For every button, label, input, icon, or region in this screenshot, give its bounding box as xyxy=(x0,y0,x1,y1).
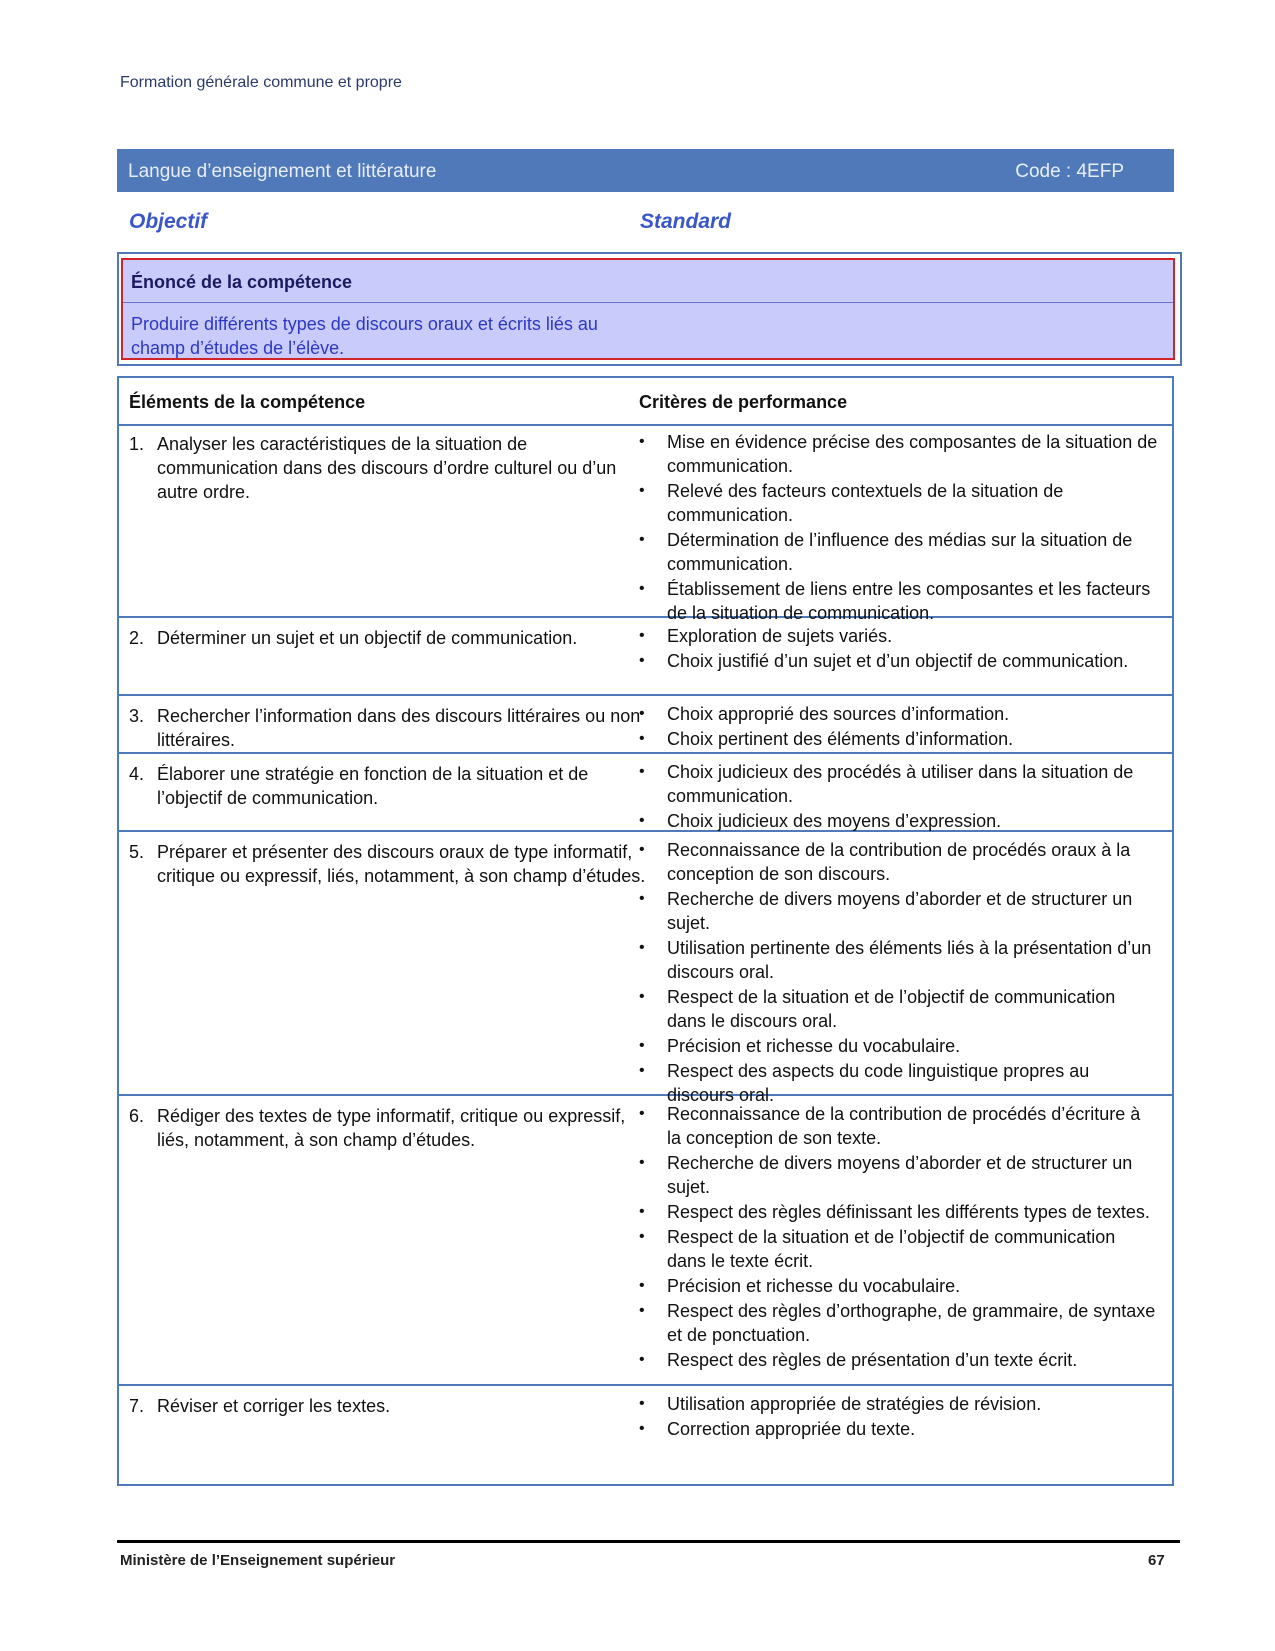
criterion-item: • Choix justifié d’un sujet et d’un objectif de communication. xyxy=(639,649,1159,673)
criterion-item: • Choix judicieux des procédés à utiliser dans la situation de communication. xyxy=(639,760,1159,808)
criterion-item: • Respect des aspects du code linguistique propres au discours oral. xyxy=(639,1059,1159,1107)
criterion-item: • Reconnaissance de la contribution de procédés d’écriture à la conception de son texte. xyxy=(639,1102,1159,1150)
page-number: 67 xyxy=(1148,1552,1165,1569)
competency-element xyxy=(129,1394,647,1418)
criterion-item: • Choix pertinent des éléments d’information. xyxy=(639,727,1159,751)
table-row xyxy=(119,696,1172,754)
element-number: 3. xyxy=(129,706,145,726)
element-text: Rédiger des textes de type informatif, critique ou expressif, liés, notamment, à son champ d’études. xyxy=(157,1106,626,1150)
criterion-item: • Exploration de sujets variés. xyxy=(639,624,1159,648)
table-row xyxy=(119,1096,1172,1386)
element-number: 2. xyxy=(129,628,145,648)
competency-element xyxy=(129,626,647,650)
criteria-list xyxy=(639,624,1159,674)
element-number: 6. xyxy=(129,1106,145,1126)
competency-statement-frame xyxy=(117,252,1182,366)
criterion-item: • Relevé des facteurs contextuels de la situation de communication. xyxy=(639,479,1159,527)
criteria-list xyxy=(639,838,1159,1108)
criterion-item: • Choix judicieux des moyens d’expression. xyxy=(639,809,1159,833)
footer-rule xyxy=(117,1540,1180,1543)
criterion-item: • Respect des règles de présentation d’un texte écrit. xyxy=(639,1348,1159,1372)
criterion-item: • Recherche de divers moyens d’aborder et de structurer un sujet. xyxy=(639,1151,1159,1199)
competency-element xyxy=(129,704,647,752)
running-header: Formation générale commune et propre xyxy=(120,74,402,91)
table-row xyxy=(119,754,1172,832)
criterion-item: • Utilisation appropriée de stratégies de révision. xyxy=(639,1392,1159,1416)
criterion-item: • Reconnaissance de la contribution de procédés oraux à la conception de son discours. xyxy=(639,838,1159,886)
statement-divider xyxy=(123,302,1173,303)
element-number: 5. xyxy=(129,842,145,862)
element-text: Élaborer une stratégie en fonction de la situation et de l’objectif de communication. xyxy=(157,764,589,808)
element-text: Rechercher l’information dans des discours littéraires ou non littéraires. xyxy=(157,706,641,750)
course-title: Langue d’enseignement et littérature xyxy=(128,161,437,182)
table-row xyxy=(119,1386,1172,1442)
element-text: Réviser et corriger les textes. xyxy=(157,1396,391,1416)
footer-ministry: Ministère de l’Enseignement supérieur xyxy=(120,1552,396,1569)
criterion-item: • Respect des règles définissant les différents types de textes. xyxy=(639,1200,1159,1224)
criterion-item: • Respect de la situation et de l’objectif de communication dans le texte écrit. xyxy=(639,1225,1159,1273)
criterion-item: • Recherche de divers moyens d’aborder et de structurer un sujet. xyxy=(639,887,1159,935)
competency-element xyxy=(129,840,647,888)
criteria-list xyxy=(639,702,1159,752)
criterion-item: • Détermination de l’influence des médias sur la situation de communication. xyxy=(639,528,1159,576)
element-text: Déterminer un sujet et un objectif de communication. xyxy=(157,628,578,648)
criterion-item: • Choix approprié des sources d’information. xyxy=(639,702,1159,726)
element-number: 7. xyxy=(129,1396,145,1416)
criterion-item: • Respect de la situation et de l’objectif de communication dans le discours oral. xyxy=(639,985,1159,1033)
element-number: 1. xyxy=(129,434,145,454)
criteria-list xyxy=(639,430,1159,626)
competency-statement xyxy=(121,258,1175,360)
criterion-item: • Respect des règles d’orthographe, de grammaire, de syntaxe et de ponctuation. xyxy=(639,1299,1159,1347)
course-title-bar xyxy=(117,149,1174,192)
standard-heading: Standard xyxy=(640,210,732,233)
competency-table xyxy=(117,376,1174,1486)
criteria-list xyxy=(639,760,1159,834)
competency-element xyxy=(129,432,647,504)
criterion-item: • Utilisation pertinente des éléments liés à la présentation d’un discours oral. xyxy=(639,936,1159,984)
table-row xyxy=(119,832,1172,1105)
course-code: Code : 4EFP xyxy=(1015,161,1124,182)
elements-header: Éléments de la compétence xyxy=(129,392,366,412)
criterion-item: • Mise en évidence précise des composantes de la situation de communication. xyxy=(639,430,1159,478)
criteria-list xyxy=(639,1392,1159,1442)
element-number: 4. xyxy=(129,764,145,784)
statement-label: Énoncé de la compétence xyxy=(131,272,353,292)
table-row xyxy=(119,618,1172,696)
objective-heading: Objectif xyxy=(129,210,208,233)
criterion-item: • Précision et richesse du vocabulaire. xyxy=(639,1034,1159,1058)
criterion-item: • Précision et richesse du vocabulaire. xyxy=(639,1274,1159,1298)
criterion-item: • Établissement de liens entre les composantes et les facteurs de la situation de communication. xyxy=(639,577,1159,625)
criterion-item: • Correction appropriée du texte. xyxy=(639,1417,1159,1441)
element-text: Préparer et présenter des discours oraux de type informatif, critique ou expressif, liés, notamment, à son champ d’études. xyxy=(157,842,646,886)
table-header xyxy=(119,378,1172,426)
criteria-header: Critères de performance xyxy=(639,392,848,412)
competency-element xyxy=(129,762,647,810)
competency-element xyxy=(129,1104,647,1152)
criteria-list xyxy=(639,1102,1159,1373)
element-text: Analyser les caractéristiques de la situation de communication dans des discours d’ordre culturel ou d’un autre ordre. xyxy=(157,434,617,502)
statement-text: Produire différents types de discours oraux et écrits liés au champ d’études de l’élève. xyxy=(131,314,598,358)
table-row xyxy=(119,424,1172,623)
